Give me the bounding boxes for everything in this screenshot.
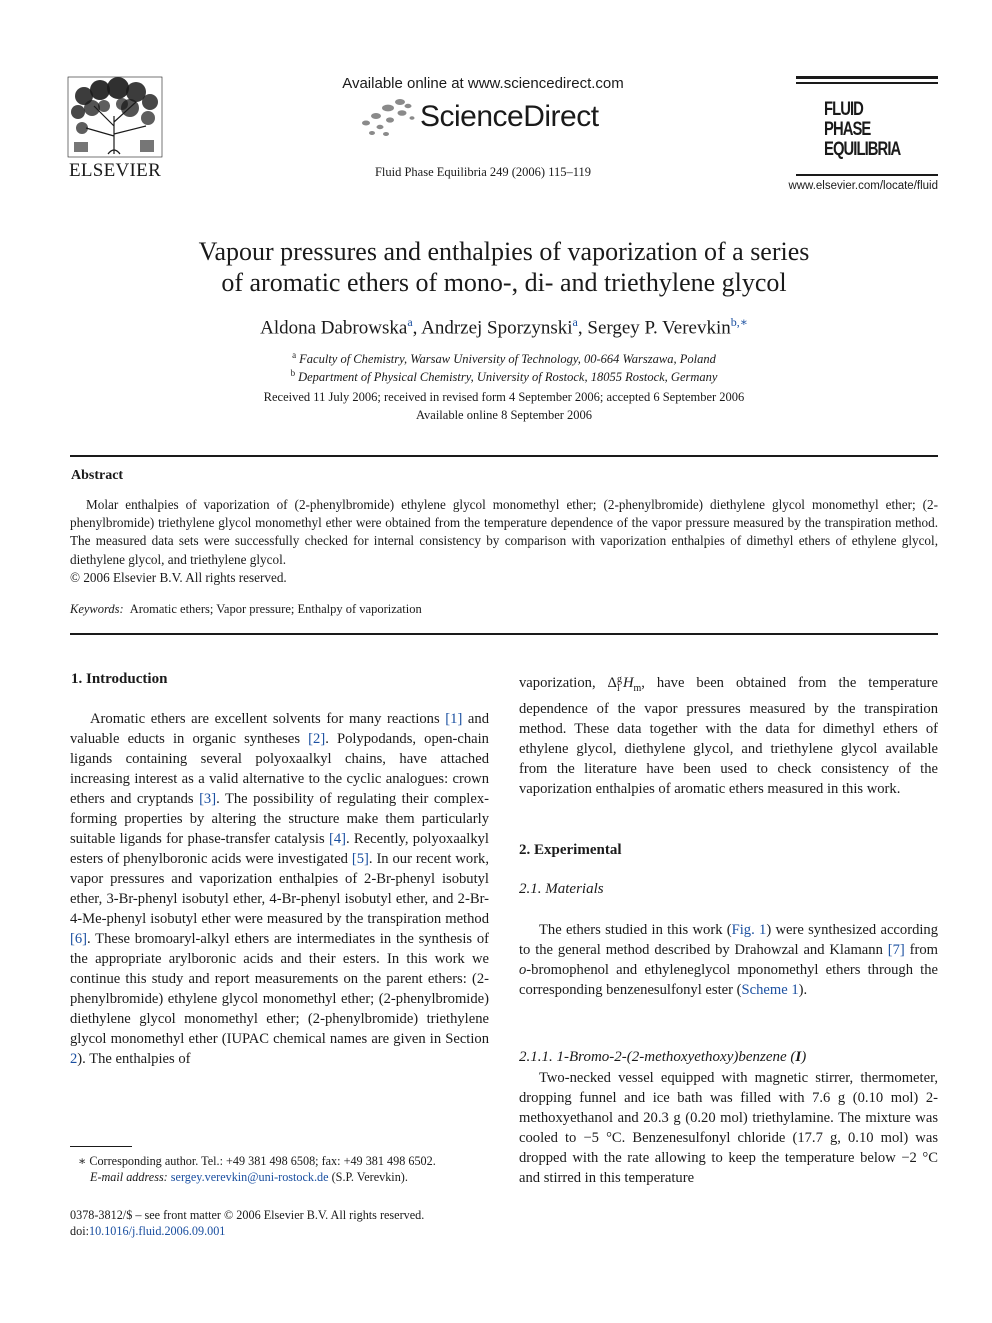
section-link[interactable]: 2 [70, 1051, 78, 1067]
text-run: . Recently, polyoxaalkyl esters of phenylboronic acids were investigated [70, 831, 489, 867]
keywords-list: Aromatic ethers; Vapor pressure; Enthalpy of vaporization [129, 602, 422, 616]
elsevier-logo [64, 76, 166, 182]
email-owner: (S.P. Verevkin). [328, 1170, 408, 1184]
journal-logo-rule [796, 82, 938, 84]
superscript-g: g [616, 673, 622, 685]
reference-link[interactable]: [3] [199, 791, 217, 807]
affiliation-label: a [292, 350, 297, 360]
introduction-paragraph [70, 709, 489, 1069]
text-run: . These bromoaryl-alkyl ethers are intermediates in the synthesis of the appropriate arylboronic acids and their esters. In this work we continue this study and report measurements on the parent ethers: (2-phenylbromide) ethylene glycol monomethyl ether; (2-phenylbromide) diethylene glycol monomethyl ether; (2-phenylbromide) triethylene glycol monomethyl ether (IUPAC chemical names are given in Section [70, 931, 489, 1047]
sciencedirect-wordmark: ScienceDirect [420, 100, 599, 133]
text-run: vaporization, Δ [519, 675, 617, 691]
abstract-heading: Abstract [71, 468, 124, 483]
sciencedirect-dots-icon [358, 96, 418, 140]
author-name[interactable]: Andrzej Sporzynski [421, 317, 573, 339]
keywords-label: Keywords: [70, 602, 124, 616]
phase-transition-symbol [617, 675, 622, 693]
author-separator: , [577, 317, 588, 339]
keywords [70, 602, 422, 617]
compound-label: I [795, 1049, 802, 1065]
enthalpy-symbol: H [622, 675, 634, 691]
author-affiliation-sup[interactable]: a [572, 315, 578, 329]
introduction-heading: 1. Introduction [71, 671, 168, 687]
doi-link[interactable]: 10.1016/j.fluid.2006.09.001 [88, 1224, 226, 1238]
affiliation [100, 350, 908, 367]
experimental-heading: 2. Experimental [519, 842, 622, 858]
section-divider [70, 455, 938, 457]
introduction-paragraph-continued [519, 673, 938, 799]
subsection-heading-text: 2.1.1. 1-Bromo-2-(2-methoxyethoxy)benzene ( [519, 1049, 796, 1065]
journal-citation: Fluid Phase Equilibria 249 (2006) 115–119 [374, 165, 592, 179]
text-run: ). [798, 982, 808, 998]
corresponding-author-footnote: ∗ Corresponding author. Tel.: +49 381 498 6508; fax: +49 381 498 6502. [78, 1154, 436, 1168]
abstract-copyright: © 2006 Elsevier B.V. All rights reserved. [70, 570, 287, 585]
text-run: Aromatic ethers are excellent solvents for many reactions [90, 711, 446, 727]
article-title-line1: Vapour pressures and enthalpies of vaporization of a series [198, 237, 810, 266]
sciencedirect-logo[interactable] [358, 96, 608, 140]
text-run: -bromophenol and ethyleneglycol mponomethyl ethers through the corresponding benzenesulfonyl ester ( [519, 962, 938, 998]
synthesis-paragraph: Two-necked vessel equipped with magnetic stirrer, thermometer, dropping funnel and ice bath was filled with 7.6 g (0.10 mol) 2-methoxyethanol and 20.3 g (0.20 mol) triethylamine. The mixture was cooled to −5 °C. Benzenesulfonyl chloride (17.7 g, 0.10 mol) was dropped with the rate allowing to keep the temperature below −2 °C and stirred in this temperature [519, 1070, 938, 1186]
doi-line [70, 1224, 225, 1239]
email-label: E-mail address: [90, 1170, 168, 1184]
article-title-line2: of aromatic ethers of mono-, di- and triethylene glycol [221, 268, 787, 297]
author-name[interactable]: Sergey P. Verevkin [587, 317, 731, 339]
text-run: ). The enthalpies of [77, 1051, 191, 1067]
available-online-date: Available online 8 September 2006 [415, 408, 593, 422]
text-run: . In our recent work, vapor pressures and vaporization enthalpies of 2-Br-phenyl isobutyl ether, 3-Br-phenyl isobutyl ether, 4-Br-phenyl isobutyl ether, and 2-Br-4-Me-phenyl isobutyl ether were measured by the transpiration method [70, 851, 489, 927]
journal-logo-rule [796, 174, 938, 176]
email-footnote [90, 1170, 408, 1185]
author-affiliation-sup[interactable]: b,∗ [730, 315, 748, 329]
article-title [100, 236, 908, 298]
journal-logo-rule [796, 76, 938, 79]
subsection-heading-end: ) [801, 1049, 807, 1065]
subscript-m: m [633, 682, 642, 694]
journal-logo-line1: FLUID PHASE [824, 99, 871, 140]
figure-link[interactable]: Fig. 1 [731, 922, 767, 938]
author-name[interactable]: Aldona Dabrowska [260, 317, 408, 339]
reference-link[interactable]: [7] [887, 942, 905, 958]
received-dates: Received 11 July 2006; received in revised form 4 September 2006; accepted 6 September 2006 [263, 390, 745, 404]
affiliation-label: b [290, 368, 296, 378]
text-run: The ethers studied in this work ( [539, 922, 732, 938]
journal-logo-line2: EQUILIBRIA [824, 139, 901, 160]
scheme-link[interactable]: Scheme 1 [741, 982, 799, 998]
subscript-l: l [616, 682, 620, 694]
text-run: , have been obtained from the temperature dependence of the vapor pressures measured by the transpiration method. These data together with the data for dimethyl ethers of ethylene glycol, diethylene glycol, and triethylene glycol available from the literature have been used to check consistency of the vaporization enthalpies of aromatic ethers measured in this work. [519, 675, 938, 797]
text-run: from [904, 942, 938, 958]
text-run: . The possibility of regulating their complex-forming properties by altering the structure make them particularly suitable ligands for phase-transfer catalysis [70, 791, 489, 847]
text-run: ) were synthesized according to the general method described by Drahowzal and Klamann [519, 922, 939, 958]
reference-link[interactable]: [2] [308, 731, 326, 747]
author-affiliation-sup[interactable]: a [407, 315, 413, 329]
journal-url[interactable]: www.elsevier.com/locate/fluid [788, 180, 938, 192]
journal-logo-name [824, 99, 901, 160]
affiliation [100, 368, 908, 385]
affiliation-text: Department of Physical Chemistry, University of Rostock, 18055 Rostock, Germany [298, 370, 718, 385]
issn-line: 0378-3812/$ – see front matter © 2006 Elsevier B.V. All rights reserved. [70, 1208, 425, 1222]
reference-link[interactable]: [1] [445, 711, 463, 727]
author-list [100, 315, 908, 339]
reference-link[interactable]: [5] [351, 851, 369, 867]
affiliation-text: Faculty of Chemistry, Warsaw University of Technology, 00-664 Warszawa, Poland [299, 352, 716, 367]
ortho-prefix: o [519, 962, 527, 978]
journal-logo [796, 76, 938, 178]
section-divider [70, 633, 938, 635]
doi-label: doi: [70, 1224, 89, 1238]
footnote-rule [70, 1146, 132, 1147]
reference-link[interactable]: [6] [70, 931, 88, 947]
text-run: and valuable educts in organic syntheses [70, 711, 489, 747]
subsection-heading [519, 1049, 806, 1066]
email-link[interactable]: sergey.verevkin@uni-rostock.de [170, 1170, 329, 1184]
materials-paragraph [519, 920, 938, 1000]
publisher-name: ELSEVIER [68, 160, 162, 181]
materials-heading: 2.1. Materials [519, 881, 604, 897]
author-separator: , [412, 317, 422, 339]
text-run: . Polypodands, open-chain ligands containing several polyoxaalkyl chains, have attached increasing interest as a valid alternative to the cyclic analogues: crown ethers and cryptands [70, 731, 489, 807]
available-online-text[interactable]: Available online at www.sciencedirect.com [342, 75, 624, 92]
abstract-body: Molar enthalpies of vaporization of (2-phenylbromide) ethylene glycol monomethyl ether; (2-phenylbromide) diethylene glycol monomethyl ether; (2-phenylbromide) triethylene glycol monomethyl ether were obtained from the temperature dependence of the vapor pressure measured by the transpiration method. The measured data sets were successfully checked for internal consistency by comparison with vaporization enthalpies of dimethyl ethers of ethylene glycol, diethylene glycol, and triethylene glycol. [70, 497, 938, 567]
reference-link[interactable]: [4] [328, 831, 346, 847]
